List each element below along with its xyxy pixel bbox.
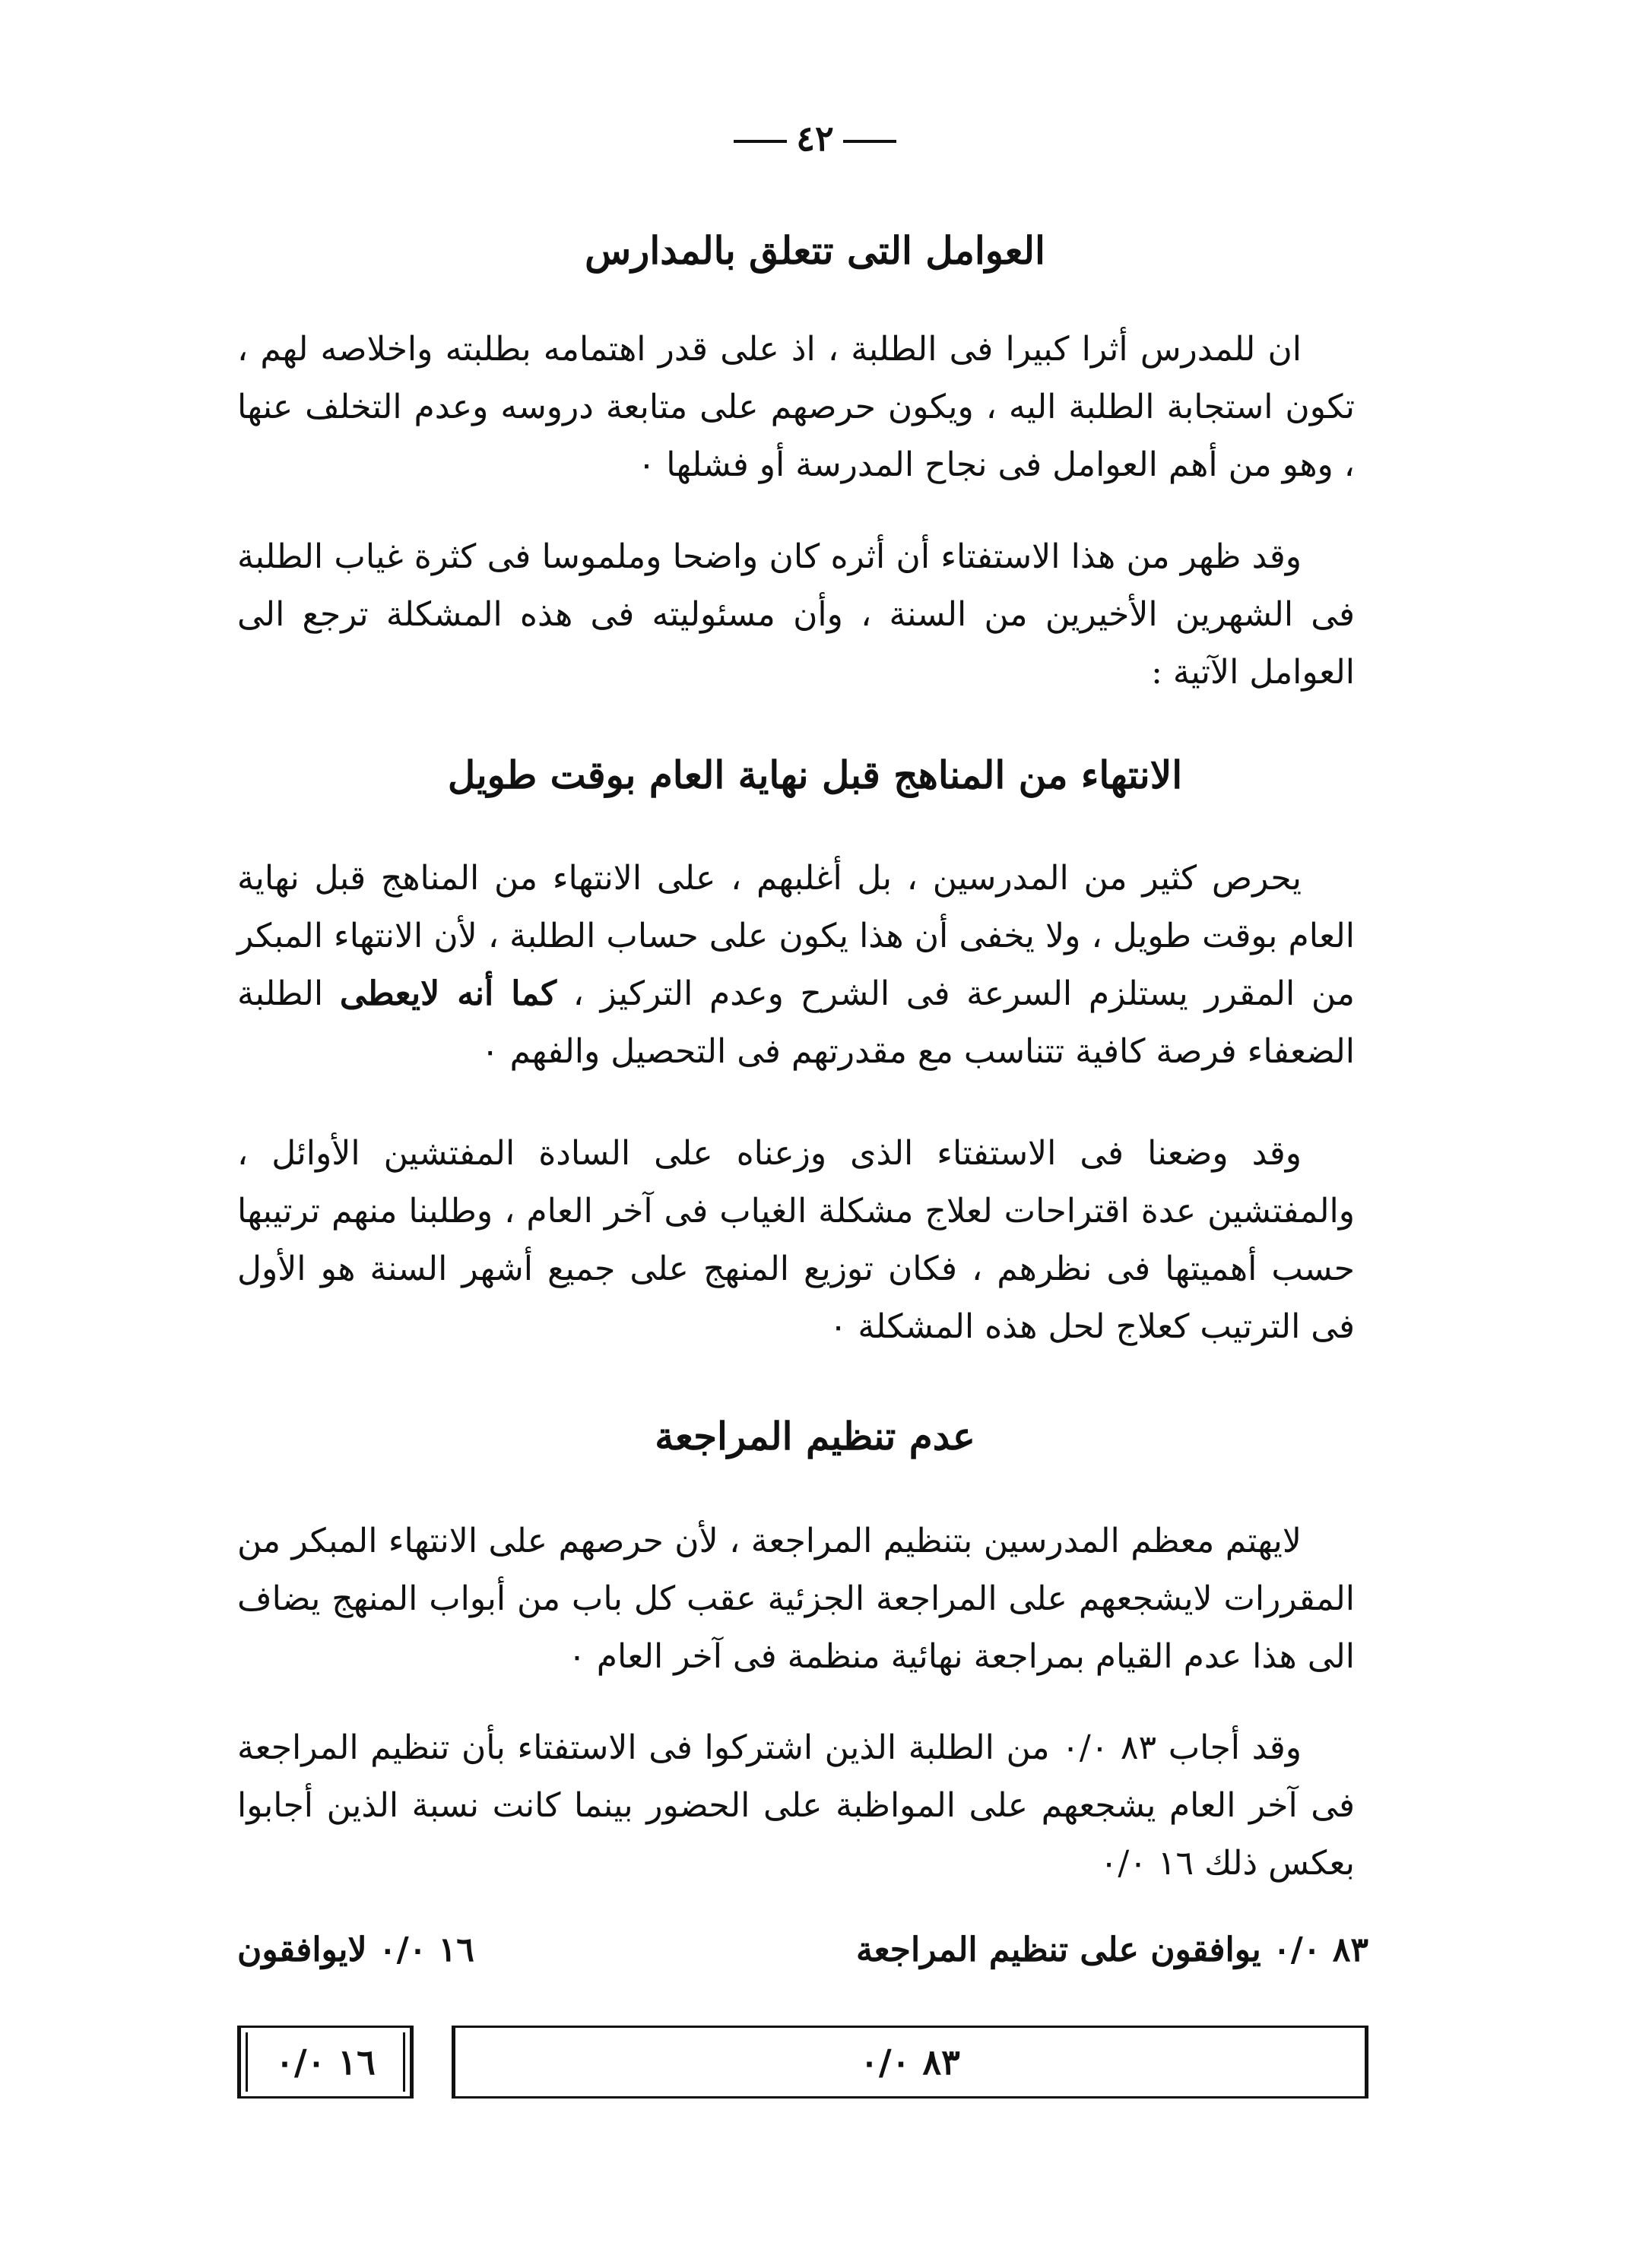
paragraph-text: ان للمدرس أثرا كبيرا فى الطلبة ، اذ على قدر اهتمامه بطلبته واخلاصه لهم ، تكون استجابة الطلبة اليه ، ويكون حرصهم على متابعة دروسه وعدم التخلف عنها ، وهو من أهم العوامل فى نجاح المدرسة أو فشلها ٠ [237, 330, 1355, 484]
summary-agree-label: ٨٣ ٠/٠ يوافقون على تنظيم المراجعة [855, 1931, 1368, 1969]
section-heading-schools: العوامل التى تتعلق بالمدارس [585, 228, 1045, 273]
bar-disagree [237, 2026, 414, 2099]
paragraph-text-part: الطلبة الضعفاء فرصة كافية تتناسب مع مقدرتهم فى التحصيل والفهم ٠ [237, 974, 1355, 1071]
bar-disagree-inner-line-left [246, 2032, 248, 2092]
paragraph-inspectors-survey [237, 1125, 1355, 1356]
bar-disagree-inner-line-right [403, 2032, 405, 2092]
summary-disagree-label: ١٦ ٠/٠ لايوافقون [237, 1931, 474, 1969]
paragraph-text: وقد وضعنا فى الاستفتاء الذى وزعناه على السادة المفتشين الأوائل ، والمفتشين عدة اقتراحات لعلاج مشكلة الغياب فى آخر العام ، وطلبنا منهم ترتيبها حسب أهميتها فى نظرهم ، فكان توزيع المنهج على جميع أشهر السنة هو الأول فى الترتيب كعلاج لحل هذه المشكلة ٠ [237, 1134, 1355, 1346]
page-number [0, 118, 1630, 159]
paragraph-text: وقد ظهر من هذا الاستفتاء أن أثره كان واضحا وملموسا فى كثرة غياب الطلبة فى الشهرين الأخيرين من السنة ، وأن مسئوليته فى هذه المشكلة ترجع الى العوامل الآتية : [237, 537, 1355, 692]
section-heading-review: عدم تنظيم المراجعة [655, 1414, 975, 1459]
page-number-dash-left [734, 140, 787, 143]
bar-disagree-label: ١٦ ٠/٠ [275, 2042, 376, 2083]
section-heading-early-finish: الانتهاء من المناهج قبل نهاية العام بوقت طويل [447, 752, 1183, 797]
paragraph-text: وقد أجاب ٨٣ ٠/٠ من الطلبة الذين اشتركوا فى الاستفتاء بأن تنظيم المراجعة فى آخر العام يشجعهم على المواظبة على الحضور بينما كانت نسبة الذين أجابوا بعكس ذلك ١٦ ٠/٠ [237, 1728, 1355, 1883]
paragraph-text-part: يحرص كثير من المدرسين ، بل أغلبهم ، على الانتهاء من المناهج قبل نهاية العام بوقت طويل ، ولا يخفى أن هذا يكون على حساب الطلبة ، لأن الانتهاء المبكر من المقرر يستلزم السرعة فى الشرح وعدم التركيز ، [237, 859, 1355, 1013]
percentage-bar-chart [237, 2026, 1368, 2109]
paragraph-review-survey [237, 1719, 1355, 1893]
paragraph-teacher-influence [237, 321, 1355, 494]
page-number-dash-right [843, 140, 896, 143]
paragraph-survey-result [237, 528, 1355, 702]
page-number-text: ٤٢ [796, 118, 834, 159]
summary-labels [237, 1931, 1368, 1984]
paragraph-early-finish [237, 850, 1355, 1081]
bar-agree [452, 2026, 1368, 2099]
bar-agree-label: ٨٣ ٠/٠ [860, 2042, 960, 2083]
paragraph-review [237, 1513, 1355, 1686]
paragraph-text [237, 850, 1355, 1081]
paragraph-text-bold: كما أنه لايعطى [339, 974, 557, 1013]
paragraph-text: لايهتم معظم المدرسين بتنظيم المراجعة ، لأن حرصهم على الانتهاء المبكر من المقررات لايشجعهم على المراجعة الجزئية عقب كل باب من أبواب المنهج يضاف الى هذا عدم القيام بمراجعة نهائية منظمة فى آخر العام ٠ [237, 1522, 1355, 1676]
